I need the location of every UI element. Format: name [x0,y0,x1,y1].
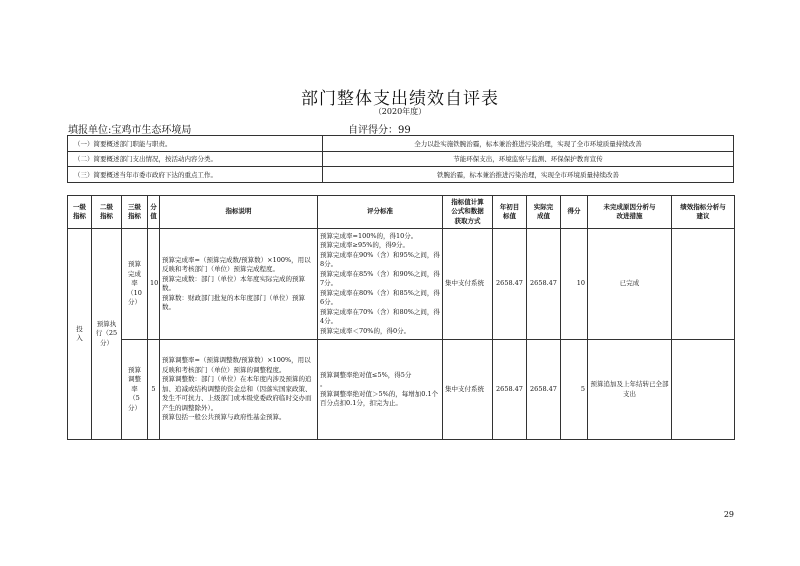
indicator-table [67,195,735,440]
summary-row [68,167,734,183]
performance-advice [672,229,735,340]
indicator-description: 预算调整率=（预算调整数/预算数）×100%，用以反映和考核部门（单位）预算的调整程度。 预算调整数：部门（单位）在本年度内涉及预算的追加、追减或结构调整的资金总和（因落实国家政策、发生不可抗力、上级部门或本级党委政府临时交办而产生的调整除外）。 预算包括一般公共预算与政府性基金预算。 [160,340,318,440]
col-header: 二级 指标 [92,196,122,229]
col-header: 三级 指标 [122,196,148,229]
summary-value: 全力以赴实施铁腕治霾，标本兼治推进污染治理，实现了全市环境质量持续改善 [323,136,734,152]
level3-indicator: 预算 完成 率 （10 分） [122,229,148,340]
table-row [68,340,735,440]
indicator-description: 预算完成率=（预算完成数/预算数）×100%，用以反映和考核部门（单位）预算完成程度。 预算完成数：部门（单位）本年度实际完成的预算数。 预算数：财政部门批复的本年度部门（单位）预算数。 [160,229,318,340]
weight: 10 [148,229,160,340]
col-header: 年初目 标值 [493,196,527,229]
header-row [68,196,735,229]
actual-value: 2658.47 [527,229,561,340]
col-header: 指标说明 [160,196,318,229]
weight: 5 [148,340,160,440]
score: 5 [561,340,588,440]
level1-indicator: 投 入 [68,229,92,440]
summary-value: 铁腕治霾，标本兼治推进污染治理，实现全市环境质量持续改善 [323,167,734,183]
summary-row [68,136,734,152]
page-number: 29 [723,510,734,519]
table-row [68,229,735,340]
col-header: 指标值计算 公式和数据 获取方式 [443,196,493,229]
page-title: 部门整体支出绩效自评表 [301,89,499,109]
summary-table [67,135,734,183]
summary-row [68,151,734,167]
level2-indicator: 预算执 行（25 分） [92,229,122,440]
col-header: 一级 指标 [68,196,92,229]
scoring-standard: 预算调整率绝对值≤5%，得5分 。 预算调整率绝对值＞5%的，每增加0.1个百分点扣0.1分，扣完为止。 [318,340,443,440]
self-score: 自评得分：99 [348,125,411,136]
calculation-method: 集中支付系统 [443,229,493,340]
reason-analysis: 预算追加及上年结转已全部支出 [588,340,672,440]
summary-label: （三）简要概述当年市委市政府下达的重点工作。 [68,167,323,183]
actual-value: 2658.47 [527,340,561,440]
col-header: 实际完 成值 [527,196,561,229]
summary-value: 节能环保支出，环境监察与监测、环保保护教育宣传 [323,151,734,167]
performance-advice [672,340,735,440]
level3-indicator: 预算 调整 率 （5 分） [122,340,148,440]
score: 10 [561,229,588,340]
report-year: （2020年度） [373,107,427,116]
calculation-method: 集中支付系统 [443,340,493,440]
scoring-standard: 预算完成率=100%的，得10分。 预算完成率≥95%的，得9分。 预算完成率在90%（含）和95%之间，得8分。 预算完成率在85%（含）和90%之间，得7分。 预算完成率在80%（含）和85%之间，得6分。 预算完成率在70%（含）和80%之间，得4分。 预算完成率＜70%的，得0分。 [318,229,443,340]
reporting-unit: 填报单位:宝鸡市生态环境局 [68,125,192,136]
target-value: 2658.47 [493,340,527,440]
reason-analysis: 已完成 [588,229,672,340]
col-header: 未完成原因分析与 改进措施 [588,196,672,229]
summary-label: （二）简要概述部门支出情况，按活动内容分类。 [68,151,323,167]
target-value: 2658.47 [493,229,527,340]
col-header: 绩效指标分析与 建议 [672,196,735,229]
col-header: 评分标准 [318,196,443,229]
summary-label: （一）简要概述部门职能与职责。 [68,136,323,152]
col-header: 得分 [561,196,588,229]
col-header: 分 值 [148,196,160,229]
